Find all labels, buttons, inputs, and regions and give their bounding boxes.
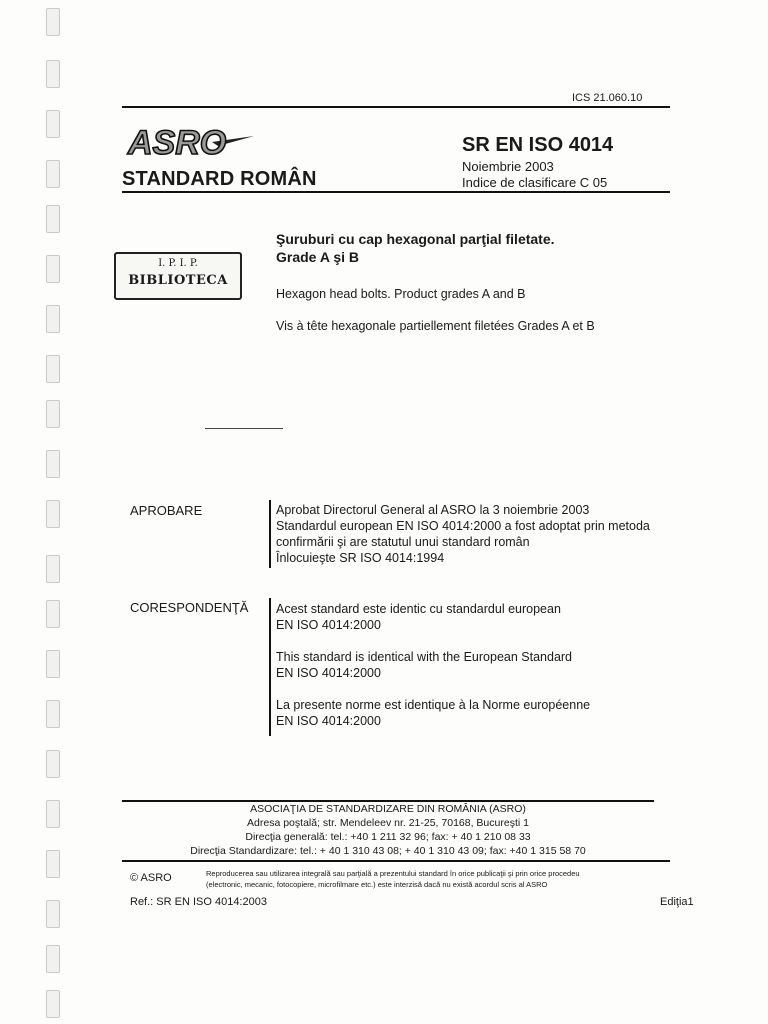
classification-index: Indice de clasificare C 05 xyxy=(462,175,608,190)
approval-line-3: confirmării şi are statutul unui standard român xyxy=(276,535,530,549)
reproduction-notice-line-1: Reproducerea sau utilizarea integrală sau parţială a prezentului standard în orice publicaţii şi prin orice procedeu xyxy=(206,869,580,878)
correspondence-en-line-1: This standard is identical with the European Standard xyxy=(276,650,573,664)
approval-label: APROBARE xyxy=(130,503,203,518)
correspondence-fr-line-1: La presente norme est identique à la Norme européenne xyxy=(276,698,591,712)
ics-code: ICS 21.060.10 xyxy=(572,92,643,104)
footer-general-direction: Direcţia generală: tel.: +40 1 211 32 96; fax: + 40 1 210 08 33 xyxy=(245,831,531,843)
approval-text xyxy=(276,502,696,566)
standard-roman-label: STANDARD ROMÂN xyxy=(122,168,317,190)
stamp-line-1: I. P. I. P. xyxy=(158,258,198,269)
correspondence-en xyxy=(276,649,696,681)
correspondence-ro-line-2: EN ISO 4014:2000 xyxy=(276,618,381,632)
binding-holes xyxy=(44,0,62,1024)
asro-logo xyxy=(126,120,256,162)
separator-dash xyxy=(205,428,283,429)
approval-line-4: Înlocuieşte SR ISO 4014:1994 xyxy=(276,551,445,565)
title-romanian-line-1: Şuruburi cu cap hexagonal parţial filetate. xyxy=(276,231,555,247)
correspondence-text xyxy=(276,601,696,745)
asro-logo-text: ASRO xyxy=(128,124,227,162)
correspondence-ro xyxy=(276,601,696,633)
footer-org-block xyxy=(122,802,654,858)
copyright: © ASRO xyxy=(130,872,172,884)
footer-org-name: ASOCIAŢIA DE STANDARDIZARE DIN ROMÂNIA (ASRO) xyxy=(250,803,526,815)
standard-code: SR EN ISO 4014 xyxy=(462,134,614,156)
footer-address: Adresa poştală; str. Mendeleev nr. 21-25, 70168, Bucureşti 1 xyxy=(247,817,529,829)
reproduction-notice xyxy=(206,868,666,890)
correspondence-fr-line-2: EN ISO 4014:2000 xyxy=(276,714,381,728)
correspondence-fr xyxy=(276,697,696,729)
stamp-line-2: BIBLIOTECA xyxy=(128,273,228,288)
footer-standards-direction: Direcţia Standardizare: tel.: + 40 1 310 43 08; + 40 1 310 43 09; fax: +40 1 315 58 70 xyxy=(190,845,586,857)
library-stamp xyxy=(114,252,242,300)
title-romanian-line-2: Grade A şi B xyxy=(276,249,359,265)
correspondence-label: CORESPONDENŢĂ xyxy=(130,600,249,615)
reproduction-notice-line-2: (electronic, mecanic, fotocopiere, microfilmare etc.) este interzisă dacă nu există acordul scris al ASRO xyxy=(206,880,548,889)
header-top-rule xyxy=(122,106,670,108)
reference: Ref.: SR EN ISO 4014:2003 xyxy=(130,896,267,908)
title-romanian xyxy=(276,230,656,266)
approval-line-1: Aprobat Directorul General al ASRO la 3 noiembrie 2003 xyxy=(276,503,590,517)
footer-bottom-rule xyxy=(122,860,670,862)
correspondence-en-line-2: EN ISO 4014:2000 xyxy=(276,666,381,680)
correspondence-ro-line-1: Acest standard este identic cu standardul european xyxy=(276,602,561,616)
correspondence-bar xyxy=(269,598,271,736)
title-english: Hexagon head bolts. Product grades A and B xyxy=(276,287,526,301)
approval-line-2: Standardul european EN ISO 4014:2000 a fost adoptat prin metoda xyxy=(276,519,650,533)
header-bottom-rule xyxy=(122,191,670,193)
approval-bar xyxy=(269,500,271,568)
title-french: Vis à tête hexagonale partiellement filetées Grades A et B xyxy=(276,319,595,333)
standard-date: Noiembrie 2003 xyxy=(462,159,554,174)
edition: Ediţia1 xyxy=(660,896,694,908)
